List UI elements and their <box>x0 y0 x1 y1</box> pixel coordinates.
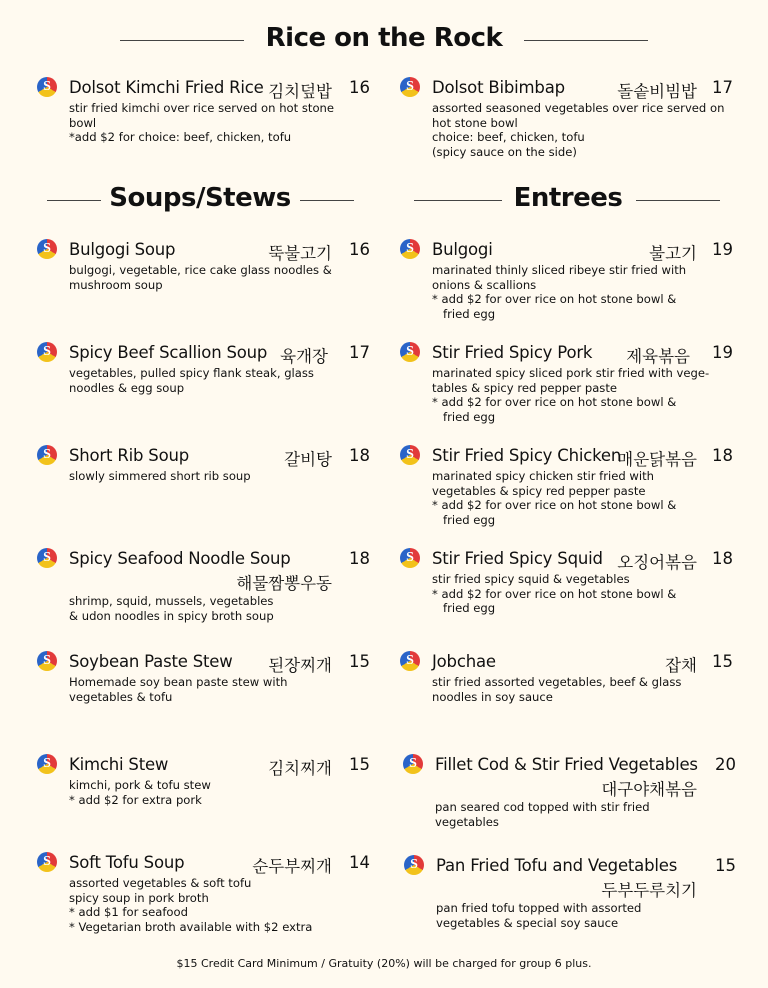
description-line: stir fried spicy squid & vegetables <box>432 572 630 586</box>
logo-letter: S <box>43 344 51 359</box>
restaurant-logo-icon <box>37 651 57 671</box>
menu-item <box>43 755 370 807</box>
logo-letter: S <box>43 756 51 771</box>
menu-item-price: 15 <box>349 652 370 671</box>
menu-item-header <box>43 549 370 568</box>
description-line: marinated spicy sliced pork stir fried with vege- <box>432 366 710 380</box>
description-line: *add $2 for choice: beef, chicken, tofu <box>69 130 292 144</box>
menu-item-name: Short Rib Soup <box>69 446 189 465</box>
description-line: * add $2 for extra pork <box>69 792 202 807</box>
menu-item <box>43 240 370 292</box>
description-line: choice: beef, chicken, tofu <box>432 130 585 144</box>
menu-item-korean-name: 잡채 <box>665 656 697 675</box>
logo-letter: S <box>406 344 414 359</box>
logo-letter: S <box>406 447 414 462</box>
menu-item-korean-name: 두부두루치기 <box>601 881 697 900</box>
menu-item-description <box>69 101 370 145</box>
menu-item-price: 16 <box>349 240 370 259</box>
menu-item-name: Fillet Cod & Stir Fried Vegetables <box>435 755 698 774</box>
menu-item-description <box>435 800 736 829</box>
restaurant-logo-icon <box>37 239 57 259</box>
menu-item <box>43 853 370 934</box>
description-line: vegetables & tofu <box>69 689 173 704</box>
menu-item-name: Dolsot Kimchi Fried Rice <box>69 78 264 97</box>
menu-item-description <box>69 469 370 484</box>
description-line: vegetables, pulled spicy flank steak, glass <box>69 366 314 380</box>
restaurant-logo-icon <box>404 855 424 875</box>
menu-item-korean-name: 육개장 <box>280 347 328 366</box>
menu-item-price: 20 <box>715 755 736 774</box>
description-line: fried egg <box>432 601 496 615</box>
menu-item-description <box>432 469 733 527</box>
menu-item-header <box>406 446 733 465</box>
logo-letter: S <box>43 854 51 869</box>
description-line: stir fried kimchi over rice served on hot stone <box>69 101 335 115</box>
description-line: * add $1 for seafood <box>69 905 188 919</box>
description-line: tables & spicy red pepper paste <box>432 380 618 395</box>
menu-item-korean-name: 뚝불고기 <box>268 244 332 263</box>
menu-item <box>410 856 736 930</box>
menu-item-header <box>406 652 733 671</box>
menu-item-name: Soybean Paste Stew <box>69 652 233 671</box>
menu-item-price: 18 <box>712 446 733 465</box>
description-line: * Vegetarian broth available with $2 extra <box>69 919 313 934</box>
logo-letter: S <box>409 756 417 771</box>
menu-item-name: Stir Fried Spicy Pork <box>432 343 593 362</box>
menu-item-description <box>69 594 370 623</box>
menu-item-price: 18 <box>349 549 370 568</box>
description-line: pan seared cod topped with stir fried <box>435 800 650 814</box>
menu-item-price: 19 <box>712 240 733 259</box>
restaurant-logo-icon <box>37 754 57 774</box>
menu-item-name: Soft Tofu Soup <box>69 853 185 872</box>
logo-letter: S <box>43 241 51 256</box>
description-line: * add $2 for over rice on hot stone bowl & <box>432 292 677 306</box>
restaurant-logo-icon <box>403 754 423 774</box>
menu-item-header <box>43 446 370 465</box>
footer-note: $15 Credit Card Minimum / Gratuity (20%) will be charged for group 6 plus. <box>176 957 592 970</box>
menu-item-header <box>406 78 733 97</box>
section-title-soups: Soups/Stews <box>109 183 291 213</box>
logo-letter: S <box>43 653 51 668</box>
menu-item-name: Stir Fried Spicy Squid <box>432 549 603 568</box>
menu-item <box>43 446 370 484</box>
menu-item-header <box>409 755 736 774</box>
menu-item <box>43 343 370 395</box>
menu-item-header <box>406 240 733 259</box>
menu-item-name: Bulgogi <box>432 240 493 259</box>
description-line: mushroom soup <box>69 277 163 292</box>
description-line: bulgogi, vegetable, rice cake glass noodles & <box>69 263 332 277</box>
menu-item-description <box>69 675 370 704</box>
restaurant-logo-icon <box>400 651 420 671</box>
description-line: (spicy sauce on the side) <box>432 144 577 159</box>
rule-soups-right <box>300 200 354 201</box>
menu-item-header <box>406 549 733 568</box>
menu-item-korean-name: 매운닭볶음 <box>617 450 697 469</box>
restaurant-logo-icon <box>400 77 420 97</box>
description-line: vegetables & special soy sauce <box>436 915 619 930</box>
description-line: * add $2 for over rice on hot stone bowl & <box>432 586 677 601</box>
menu-item-korean-name: 김치찌개 <box>268 759 332 778</box>
restaurant-logo-icon <box>37 852 57 872</box>
menu-item-description <box>432 366 733 424</box>
menu-item <box>43 549 370 623</box>
menu-item-description <box>432 263 733 321</box>
description-line: assorted seasoned vegetables over rice served on <box>432 101 725 115</box>
description-line: vegetables & spicy red pepper paste <box>432 483 646 498</box>
menu-item-korean-name: 해물짬뽕우동 <box>236 574 332 593</box>
rule-soups-left <box>47 200 101 201</box>
description-line: & udon noodles in spicy broth soup <box>69 608 274 623</box>
menu-item <box>406 446 733 527</box>
description-line: noodles in soy sauce <box>432 689 553 704</box>
description-line: shrimp, squid, mussels, vegetables <box>69 594 274 608</box>
logo-letter: S <box>43 550 51 565</box>
menu-item-header <box>43 78 370 97</box>
description-line: fried egg <box>432 409 496 424</box>
description-line: pan fried tofu topped with assorted <box>436 901 642 915</box>
menu-item-korean-name: 돌솥비빔밥 <box>617 82 697 101</box>
menu-item <box>406 78 733 159</box>
description-line: onions & scallions <box>432 277 537 292</box>
menu-item-description <box>432 101 733 159</box>
description-line: * add $2 for over rice on hot stone bowl & <box>432 498 677 512</box>
menu-item-description <box>432 675 733 704</box>
menu-item-korean-name: 오징어볶음 <box>617 553 697 572</box>
section-title-rice: Rice on the Rock <box>265 23 503 53</box>
menu-item <box>43 78 370 145</box>
menu-item-header <box>43 343 370 362</box>
menu-item <box>43 652 370 704</box>
menu-item-header <box>43 240 370 259</box>
menu-item-name: Bulgogi Soup <box>69 240 176 259</box>
menu-item-name: Pan Fried Tofu and Vegetables <box>436 856 678 875</box>
menu-item-description <box>69 263 370 292</box>
description-line: spicy soup in pork broth <box>69 890 209 905</box>
menu-item-korean-name: 제육볶음 <box>626 347 690 366</box>
menu-item-price: 14 <box>349 853 370 872</box>
description-line: assorted vegetables & soft tofu <box>69 876 252 890</box>
menu-item-price: 15 <box>712 652 733 671</box>
description-line: bowl <box>69 115 97 130</box>
section-title-entrees: Entrees <box>513 183 623 213</box>
rule-rice-left <box>120 40 244 41</box>
menu-item-name: Dolsot Bibimbap <box>432 78 565 97</box>
description-line: Homemade soy bean paste stew with <box>69 675 288 689</box>
menu-item-korean-name: 불고기 <box>649 244 697 263</box>
menu-item-name: Spicy Seafood Noodle Soup <box>69 549 291 568</box>
menu-item <box>406 549 733 616</box>
menu-item-header <box>43 853 370 872</box>
description-line: vegetables <box>435 814 499 829</box>
menu-item-price: 17 <box>349 343 370 362</box>
menu-item-description <box>432 572 733 616</box>
logo-letter: S <box>410 857 418 872</box>
restaurant-logo-icon <box>400 239 420 259</box>
logo-letter: S <box>43 447 51 462</box>
menu-item-description <box>69 366 370 395</box>
menu-item-price: 19 <box>712 343 733 362</box>
menu-item-korean-name: 순두부찌개 <box>252 857 332 876</box>
restaurant-logo-icon <box>400 342 420 362</box>
restaurant-logo-icon <box>37 342 57 362</box>
description-line: marinated thinly sliced ribeye stir fried with <box>432 263 687 277</box>
menu-item-price: 15 <box>349 755 370 774</box>
description-line: stir fried assorted vegetables, beef & glass <box>432 675 682 689</box>
menu-item-header <box>410 856 736 875</box>
rule-entrees-left <box>414 200 502 201</box>
logo-letter: S <box>406 653 414 668</box>
menu-item-header <box>406 343 733 362</box>
menu-item <box>409 755 736 829</box>
restaurant-logo-icon <box>37 445 57 465</box>
menu-item-price: 18 <box>349 446 370 465</box>
menu-item-price: 16 <box>349 78 370 97</box>
menu-item-price: 18 <box>712 549 733 568</box>
menu-item-price: 17 <box>712 78 733 97</box>
menu-item-name: Stir Fried Spicy Chicken <box>432 446 622 465</box>
menu-item-korean-name: 대구야채볶음 <box>601 780 697 799</box>
logo-letter: S <box>406 79 414 94</box>
menu-item-name: Jobchae <box>432 652 496 671</box>
restaurant-logo-icon <box>37 77 57 97</box>
menu-item-description <box>69 778 370 807</box>
menu-item-price: 15 <box>715 856 736 875</box>
logo-letter: S <box>406 241 414 256</box>
rule-entrees-right <box>636 200 720 201</box>
logo-letter: S <box>406 550 414 565</box>
menu-item-header <box>43 652 370 671</box>
restaurant-logo-icon <box>37 548 57 568</box>
menu-item-korean-name: 김치덮밥 <box>268 82 332 101</box>
description-line: kimchi, pork & tofu stew <box>69 778 211 792</box>
menu-item-description <box>69 876 370 934</box>
menu-item-korean-name: 된장찌개 <box>268 656 332 675</box>
menu-item <box>406 652 733 704</box>
menu-item-name: Kimchi Stew <box>69 755 169 774</box>
logo-letter: S <box>43 79 51 94</box>
menu-item-name: Spicy Beef Scallion Soup <box>69 343 268 362</box>
menu-item-header <box>43 755 370 774</box>
menu-item <box>406 240 733 321</box>
description-line: fried egg <box>432 306 496 321</box>
rule-rice-right <box>524 40 648 41</box>
menu-item-korean-name: 갈비탕 <box>284 450 332 469</box>
restaurant-logo-icon <box>400 445 420 465</box>
restaurant-logo-icon <box>400 548 420 568</box>
menu-item <box>406 343 733 424</box>
menu-item-description <box>436 901 736 930</box>
description-line: slowly simmered short rib soup <box>69 469 251 483</box>
description-line: fried egg <box>432 512 496 527</box>
description-line: hot stone bowl <box>432 115 518 130</box>
description-line: marinated spicy chicken stir fried with <box>432 469 654 483</box>
description-line: * add $2 for over rice on hot stone bowl & <box>432 395 677 409</box>
description-line: noodles & egg soup <box>69 380 185 395</box>
